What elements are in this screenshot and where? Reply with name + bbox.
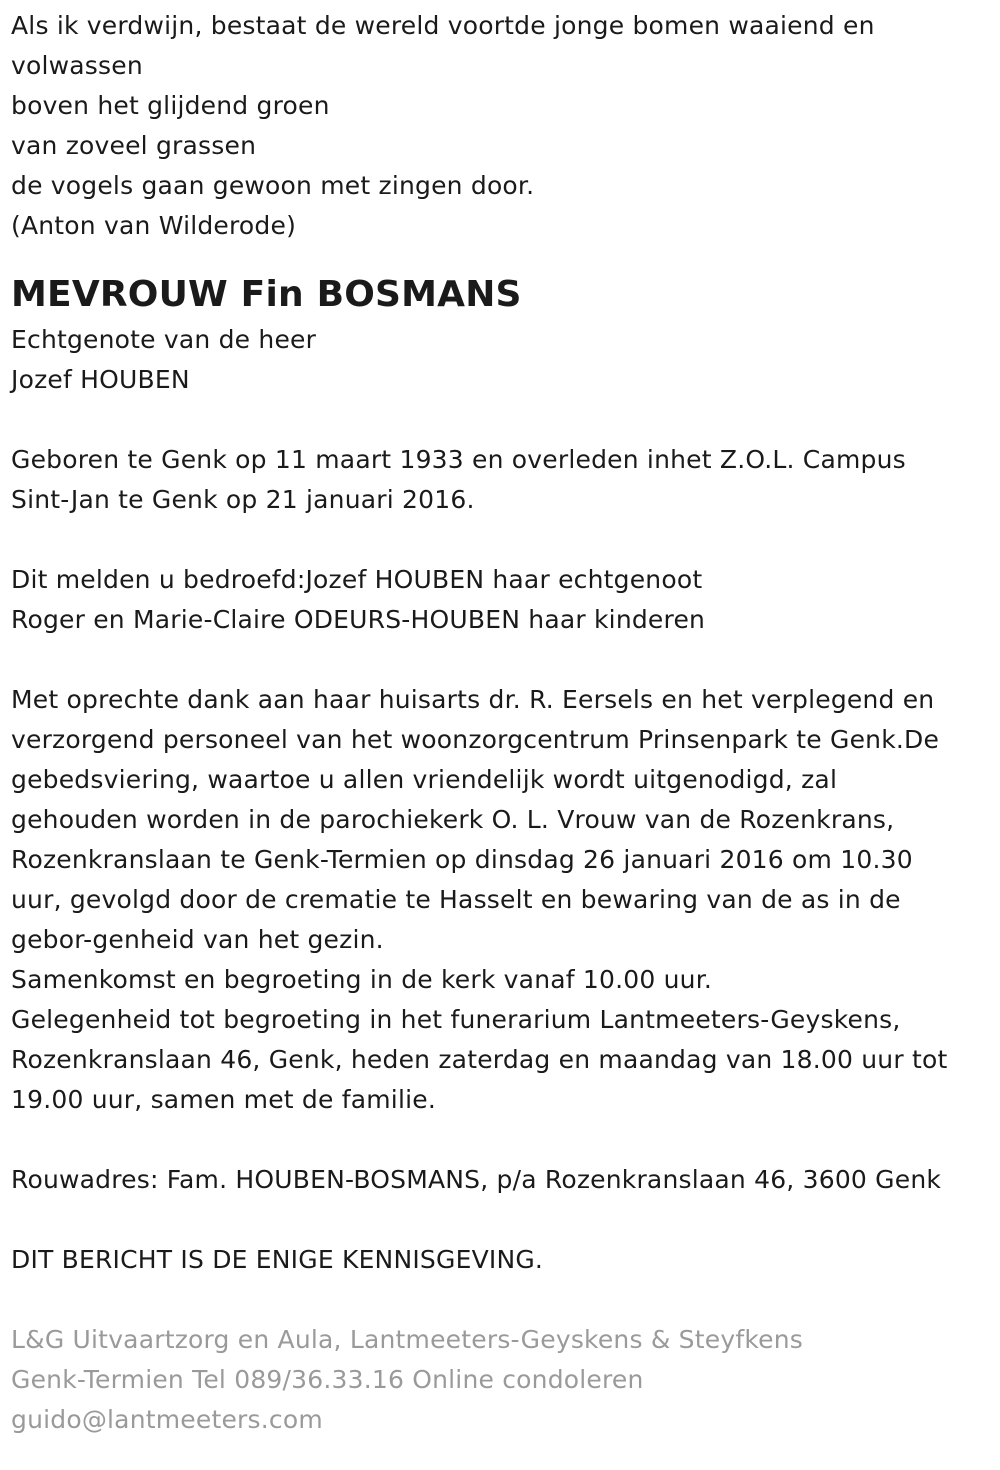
poem-line: de vogels gaan gewoon met zingen door. xyxy=(11,171,535,200)
details-block xyxy=(11,680,1000,1120)
birth-death-block xyxy=(11,440,1000,520)
poem-line: Als ik verdwijn, bestaat de wereld voortde jonge bomen waaiend en xyxy=(11,11,875,40)
spacer xyxy=(11,1280,1000,1320)
spacer xyxy=(11,400,1000,440)
spacer xyxy=(11,520,1000,560)
details-line: 19.00 uur, samen met de familie. xyxy=(11,1085,436,1114)
details-line: Gelegenheid tot begroeting in het funerarium Lantmeeters-Geyskens, xyxy=(11,1005,901,1034)
poem-line: van zoveel grassen xyxy=(11,131,257,160)
poem-author: (Anton van Wilderode) xyxy=(11,211,297,240)
details-line: gehouden worden in de parochiekerk O. L. Vrouw van de Rozenkrans, xyxy=(11,805,895,834)
spacer xyxy=(11,1120,1000,1160)
poem-line: volwassen xyxy=(11,51,143,80)
notice-statement: DIT BERICHT IS DE ENIGE KENNISGEVING. xyxy=(11,1245,544,1274)
poem-block xyxy=(11,6,1000,246)
spouse-line: Jozef HOUBEN xyxy=(11,365,190,394)
spouse-block xyxy=(11,320,1000,400)
details-line: Rozenkranslaan 46, Genk, heden zaterdag en maandag van 18.00 uur tot xyxy=(11,1045,948,1074)
details-line: gebedsviering, waartoe u allen vriendelijk wordt uitgenodigd, zal xyxy=(11,765,838,794)
details-line: gebor-genheid van het gezin. xyxy=(11,925,384,954)
footer-line: L&G Uitvaartzorg en Aula, Lantmeeters-Geyskens & Steyfkens xyxy=(11,1325,803,1354)
details-line: verzorgend personeel van het woonzorgcentrum Prinsenpark te Genk.De xyxy=(11,725,940,754)
announcer-line: Roger en Marie-Claire ODEURS-HOUBEN haar kinderen xyxy=(11,605,706,634)
footer-email: guido@lantmeeters.com xyxy=(11,1405,323,1434)
birth-death-line: Sint-Jan te Genk op 21 januari 2016. xyxy=(11,485,475,514)
details-line: Rozenkranslaan te Genk-Termien op dinsdag 26 januari 2016 om 10.30 xyxy=(11,845,913,874)
announcers-block xyxy=(11,560,1000,640)
details-line: Samenkomst en begroeting in de kerk vanaf 10.00 uur. xyxy=(11,965,713,994)
funeral-home-footer xyxy=(11,1320,1000,1440)
spouse-line: Echtgenote van de heer xyxy=(11,325,317,354)
details-line: Met oprechte dank aan haar huisarts dr. R. Eersels en het verplegend en xyxy=(11,685,935,714)
birth-death-line: Geboren te Genk op 11 maart 1933 en overleden inhet Z.O.L. Campus xyxy=(11,445,906,474)
mourning-address: Rouwadres: Fam. HOUBEN-BOSMANS, p/a Rozenkranslaan 46, 3600 Genk xyxy=(11,1165,942,1194)
spacer xyxy=(11,640,1000,680)
announcer-line: Dit melden u bedroefd:Jozef HOUBEN haar echtgenoot xyxy=(11,565,703,594)
poem-line: boven het glijdend groen xyxy=(11,91,330,120)
details-line: uur, gevolgd door de crematie te Hasselt en bewaring van de as in de xyxy=(11,885,901,914)
deceased-name: MEVROUW Fin BOSMANS xyxy=(11,274,522,315)
footer-line: Genk-Termien Tel 089/36.33.16 Online condoleren xyxy=(11,1365,644,1394)
spacer xyxy=(11,1200,1000,1240)
